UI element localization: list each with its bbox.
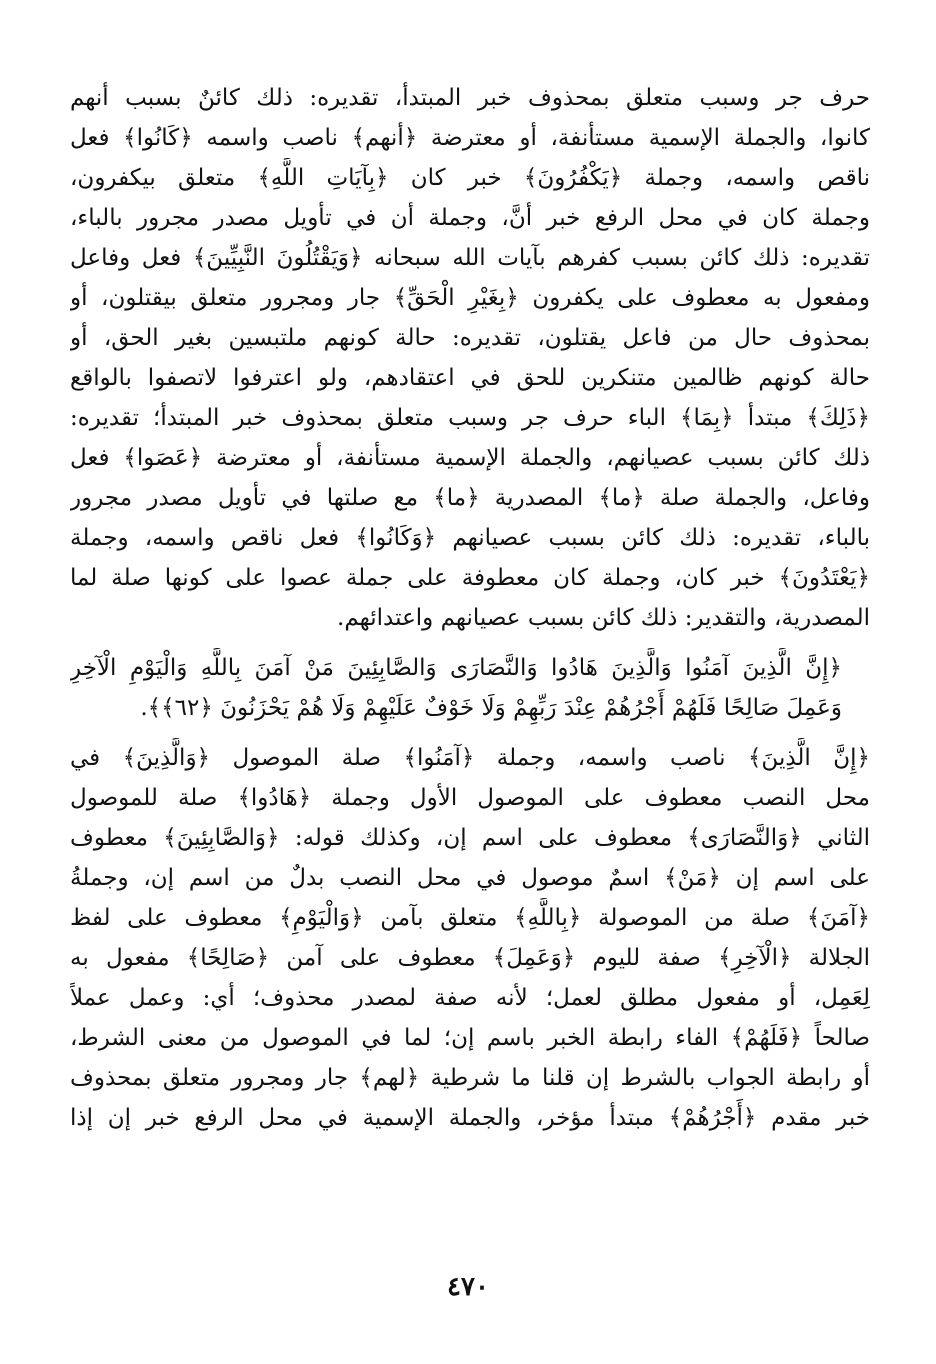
text-line: حالة كونهم ظالمين متنكرين للحق في اعتقادهم، ولو اعترفوا لاتصفوا بالواقع xyxy=(70,365,870,391)
text-line: تقديره: ذلك كائن بسبب كفرهم بآيات الله سبحانه ﴿وَيَقْتُلُونَ النَّبِيِّينَ﴾ فعل وفاعل xyxy=(70,245,870,271)
verse-line: ﴿إِنَّ الَّذِينَ آمَنُوا وَالَّذِينَ هَادُوا وَالنَّصَارَى وَالصَّابِئِينَ مَنْ آمَنَ بِاللَّهِ وَالْيَوْمِ الْآخِرِ xyxy=(70,655,842,681)
commentary-paragraph-1 xyxy=(70,78,870,638)
text-line: ومفعول به معطوف على يكفرون ﴿بِغَيْرِ الْحَقِّ﴾ جار ومجرور متعلق بيقتلون، أو xyxy=(70,285,870,311)
text-line: ﴿ذَلِكَ﴾ مبتدأ ﴿بِمَا﴾ الباء حرف جر وسبب متعلق بمحذوف خبر المبتدأ؛ تقديره: xyxy=(70,405,870,431)
text-line: ﴿إِنَّ الَّذِينَ﴾ ناصب واسمه، وجملة ﴿آمَنُوا﴾ صلة الموصول ﴿وَالَّذِينَ﴾ في xyxy=(70,745,870,771)
text-line: حرف جر وسبب متعلق بمحذوف خبر المبتدأ، تقديره: ذلك كائنٌ بسبب أنهم xyxy=(70,85,870,111)
text-line: وفاعل، والجملة صلة ﴿ما﴾ المصدرية ﴿ما﴾ مع صلتها في تأويل مصدر مجرور xyxy=(70,485,870,511)
text-line: ﴿يَعْتَدُونَ﴾ خبر كان، وجملة كان معطوفة على جملة عصوا على كونها صلة لما xyxy=(70,565,870,591)
text-line: المصدرية، والتقدير: ذلك كائن بسبب عصيانهم واعتدائهم. xyxy=(337,605,870,631)
text-line: خبر مقدم ﴿أَجْرُهُمْ﴾ مبتدأ مؤخر، والجملة الإسمية في محل الرفع خبر إن إذا xyxy=(70,1105,870,1131)
text-line: ﴿آمَنَ﴾ صلة من الموصولة ﴿بِاللَّهِ﴾ متعلق بآمن ﴿وَالْيَوْمِ﴾ معطوف على لفظ xyxy=(70,905,870,931)
text-line: محل النصب معطوف على الموصول الأول وجملة ﴿هَادُوا﴾ صلة للموصول xyxy=(70,785,870,811)
text-line: على اسم إن ﴿مَنْ﴾ اسمٌ موصول في محل النصب بدلٌ من اسم إن، وجملةُ xyxy=(70,865,870,891)
text-line: كانوا، والجملة الإسمية مستأنفة، أو معترضة ﴿أنهم﴾ ناصب واسمه ﴿كَانُوا﴾ فعل xyxy=(70,125,870,151)
text-line: أو رابطة الجواب بالشرط إن قلنا ما شرطية ﴿لهم﴾ جار ومجرور متعلق بمحذوف xyxy=(70,1065,870,1091)
text-line: وجملة كان في محل الرفع خبر أنَّ، وجملة أن في تأويل مصدر مجرور بالباء، xyxy=(70,205,870,231)
text-line: ذلك كائن بسبب عصيانهم، والجملة الإسمية مستأنفة، أو معترضة ﴿عَصَوا﴾ فعل xyxy=(70,445,870,471)
quran-verse xyxy=(70,648,870,728)
verse-line: وَعَمِلَ صَالِحًا فَلَهُمْ أَجْرُهُمْ عِنْدَ رَبِّهِمْ وَلَا خَوْفٌ عَلَيْهِمْ وَلَا هُمْ يَحْزَنُونَ ﴿٦٢﴾﴾. xyxy=(140,695,842,721)
commentary-paragraph-2 xyxy=(70,738,870,1138)
text-line: الجلالة ﴿الْآخِرِ﴾ صفة لليوم ﴿وَعَمِلَ﴾ معطوف على آمن ﴿صَالِحًا﴾ مفعول به xyxy=(70,945,870,971)
page-number: ٤٧٠ xyxy=(447,1272,489,1302)
text-line: صالحاً ﴿فَلَهُمْ﴾ الفاء رابطة الخبر باسم إن؛ لما في الموصول من معنى الشرط، xyxy=(70,1025,870,1051)
text-line: ناقص واسمه، وجملة ﴿يَكْفُرُونَ﴾ خبر كان ﴿بِآيَاتِ اللَّهِ﴾ متعلق بيكفرون، xyxy=(70,165,870,191)
page-body xyxy=(70,78,870,1138)
text-line: بالباء، تقديره: ذلك كائن بسبب عصيانهم ﴿وَكَانُوا﴾ فعل ناقص واسمه، وجملة xyxy=(70,525,870,551)
text-line: لِعَمِل، أو مفعول مطلق لعمل؛ لأنه صفة لمصدر محذوف؛ أي: وعمل عملاً xyxy=(70,985,870,1011)
text-line: بمحذوف حال من فاعل يقتلون، تقديره: حالة كونهم ملتبسين بغير الحق، أو xyxy=(70,325,870,351)
text-line: الثاني ﴿وَالنَّصَارَى﴾ معطوف على اسم إن، وكذلك قوله: ﴿وَالصَّابِئِينَ﴾ معطوف xyxy=(70,825,870,851)
